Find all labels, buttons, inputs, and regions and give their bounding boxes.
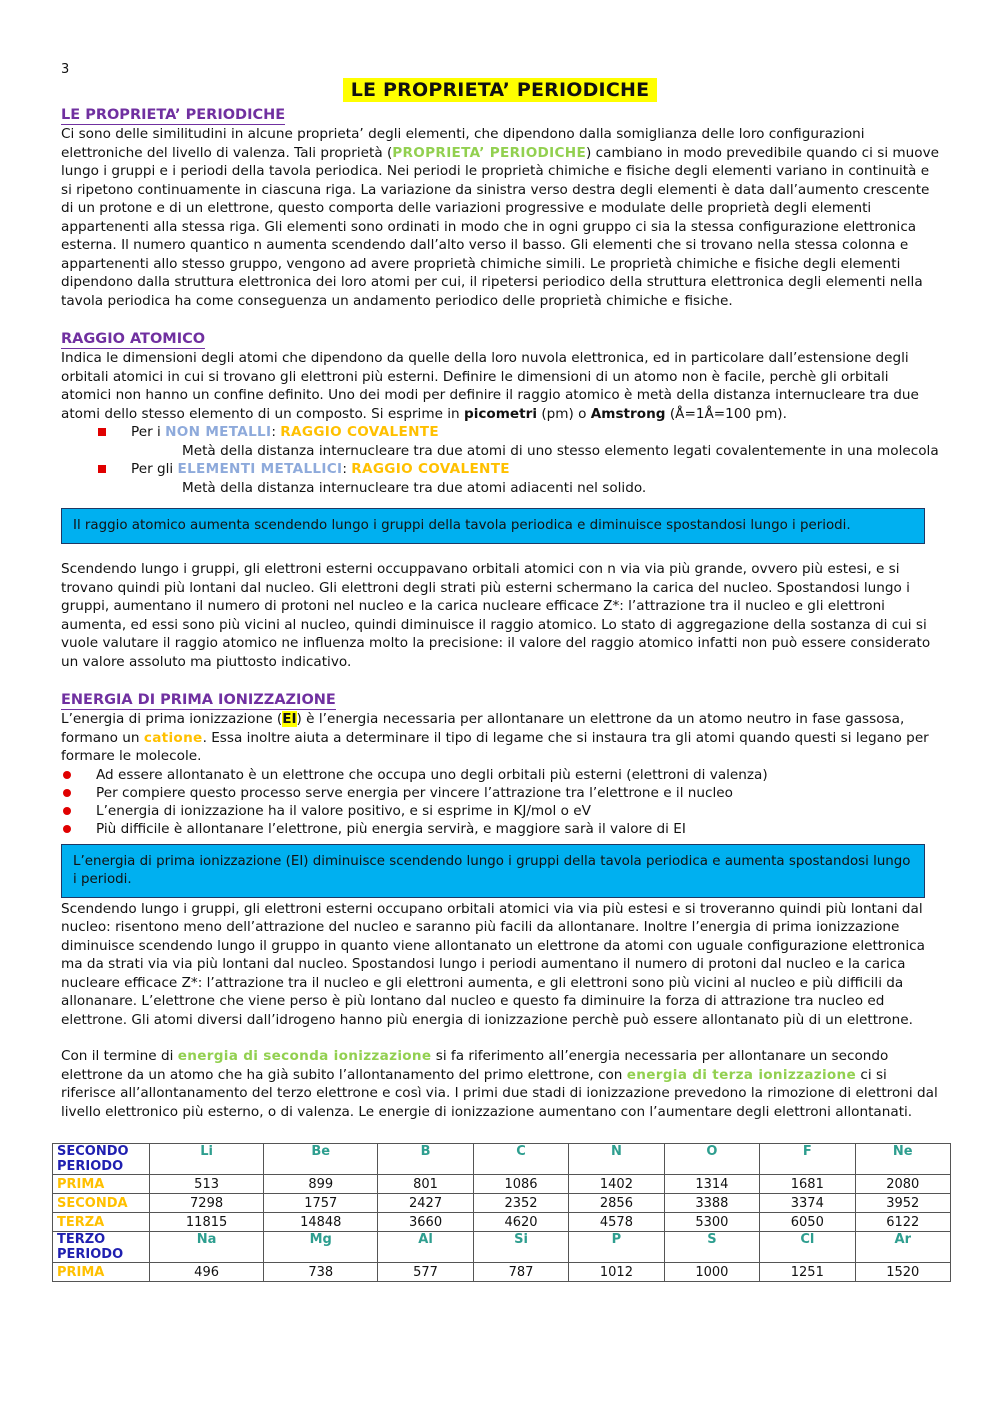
energy-value-cell: 899 <box>264 1175 378 1194</box>
energy-value-cell: 1251 <box>760 1263 855 1282</box>
highlight-ei: EI <box>282 711 297 727</box>
heading-periodiche: LE PROPRIETA’ PERIODICHE <box>61 107 286 123</box>
element-symbol-cell: Al <box>378 1232 473 1263</box>
title-wrap <box>61 78 939 102</box>
term-amstrong: Amstrong <box>590 405 666 422</box>
table-row <box>53 1263 951 1282</box>
text-fragment: : <box>271 424 281 440</box>
highlight-seconda-ionizzazione: energia di seconda ionizzazione <box>177 1048 432 1064</box>
energy-value-cell: 14848 <box>264 1213 378 1232</box>
section-periodiche <box>61 104 939 310</box>
energy-value-cell: 1520 <box>855 1263 950 1282</box>
paragraph-raggio-2: Scendendo lungo i gruppi, gli elettroni esterni occuppavano orbitali atomici con n via via più grande, ovvero più estesi, e si trovano quindi più lontani dal nucleo. Gli elettroni degli strati più esterni schermano la carica del nucleo. Spostandosi lungo i gruppi, aumentano il numero di protoni nel nucleo e la carica nucleare efficace Z*: l’attrazione tra il nucleo e gli elettroni aumenta, ed essi sono più vicini al nucleo, quindi diminuisce il raggio atomico. Lo stato di aggregazione della sostanza di cui si vuole valutare il raggio atomico ne influenza molto la precisione: il valore del raggio atomico infatti non può essere considerato un valore assoluto ma piuttosto indicativo. <box>61 561 931 670</box>
element-symbol-cell: Si <box>473 1232 568 1263</box>
energy-value-cell: 2856 <box>569 1194 664 1213</box>
text-fragment: Per gli <box>131 461 178 477</box>
row-label: SECONDO PERIODO <box>53 1144 150 1175</box>
energy-value-cell: 2427 <box>378 1194 473 1213</box>
spacer <box>61 544 939 560</box>
list-item-description: Metà della distanza internucleare tra due atomi di uno stesso elemento legati covalentemente in una molecola <box>182 442 939 459</box>
table-row <box>53 1194 951 1213</box>
energy-value-cell: 801 <box>378 1175 473 1194</box>
energy-value-cell: 787 <box>473 1263 568 1282</box>
energy-value-cell: 513 <box>150 1175 264 1194</box>
highlight-terza-ionizzazione: energia di terza ionizzazione <box>626 1066 857 1083</box>
row-label: TERZA <box>53 1213 150 1232</box>
text-fragment: : <box>342 461 352 477</box>
list-item-description: Metà della distanza internucleare tra due atomi adiacenti nel solido. <box>182 479 647 496</box>
energy-value-cell: 577 <box>378 1263 473 1282</box>
paragraph-energia <box>61 710 939 766</box>
element-symbol-cell: F <box>760 1144 855 1175</box>
text-fragment: Per i <box>131 424 166 440</box>
highlight-proprieta-periodiche: PROPRIETA’ PERIODICHE <box>392 144 587 161</box>
energy-value-cell: 3660 <box>378 1213 473 1232</box>
energy-value-cell: 6050 <box>760 1213 855 1232</box>
list-item: Ad essere allontanato è un elettrone che occupa uno degli orbitali più esterni (elettroni di valenza) <box>61 766 939 784</box>
energy-value-cell: 1681 <box>760 1175 855 1194</box>
energy-value-cell: 5300 <box>664 1213 759 1232</box>
section-raggio <box>61 328 939 671</box>
highlight-non-metalli: NON METALLI <box>165 424 272 440</box>
paragraph-periodiche <box>61 125 939 310</box>
list-item-metallici <box>61 460 939 479</box>
raggio-list <box>61 423 939 442</box>
page-number: 3 <box>61 62 70 77</box>
element-symbol-cell: Be <box>264 1144 378 1175</box>
section-energia <box>61 689 939 1121</box>
callout-box-energia: L’energia di prima ionizzazione (EI) diminuisce scendendo lungo i gruppi della tavola periodica e aumenta spostandosi lungo i periodi. <box>61 844 925 898</box>
text-fragment: Con il termine di <box>61 1048 178 1064</box>
heading-raggio: RAGGIO ATOMICO <box>61 331 206 347</box>
row-label: TERZO PERIODO <box>53 1232 150 1263</box>
energy-value-cell: 496 <box>150 1263 264 1282</box>
table-row <box>53 1175 951 1194</box>
list-item: Più difficile è allontanare l’elettrone, più energia servirà, e maggiore sarà il valore di EI <box>61 820 939 838</box>
list-item: L’energia di ionizzazione ha il valore positivo, e si esprime in KJ/mol o eV <box>61 802 939 820</box>
highlight-raggio-covalente: RAGGIO COVALENTE <box>351 461 510 477</box>
text-fragment: . Essa inoltre aiuta a determinare il tipo di legame che si instaura tra gli atomi quando questi si legano per formare le molecole. <box>61 729 929 764</box>
text-fragment: (pm) o <box>537 405 591 422</box>
energy-value-cell: 1402 <box>569 1175 664 1194</box>
energy-value-cell: 4578 <box>569 1213 664 1232</box>
energy-value-cell: 4620 <box>473 1213 568 1232</box>
text-fragment: ci si riferisce all’allontanamento del terzo elettrone e così via. I primi due stadi di ionizzazione prevedono la rimozione di elettroni dal livello elettronico più esterno, o di valenza. Le energie di ionizzazione aumentano con l’aumentare degli elettroni allontanati. <box>61 1066 938 1120</box>
energy-value-cell: 7298 <box>150 1194 264 1213</box>
text-fragment: Ci sono delle similitudini in alcune proprieta’ degli elementi, che dipendono dalla somiglianza delle loro configurazioni elettroniche del livello di valenza. Tali proprietà ( <box>61 126 865 161</box>
table-row <box>53 1144 951 1175</box>
element-symbol-cell: P <box>569 1232 664 1263</box>
spacer <box>61 497 939 508</box>
table-row <box>53 1213 951 1232</box>
term-picometri: picometri <box>463 405 538 422</box>
text-fragment: si fa riferimento all’energia necessaria per allontanare un secondo elettrone da un atomo che ha già subito l’allontanamento del primo elettrone, con <box>61 1048 889 1083</box>
energy-value-cell: 2080 <box>855 1175 950 1194</box>
paragraph-energia-3 <box>61 1047 939 1121</box>
row-label: SECONDA <box>53 1194 150 1213</box>
energy-value-cell: 3374 <box>760 1194 855 1213</box>
list-item-non-metalli <box>61 423 939 442</box>
energy-value-cell: 1012 <box>569 1263 664 1282</box>
energy-value-cell: 738 <box>264 1263 378 1282</box>
element-symbol-cell: Ne <box>855 1144 950 1175</box>
table-row <box>53 1232 951 1263</box>
list-item: Per compiere questo processo serve energia per vincere l’attrazione tra l’elettrone e il nucleo <box>61 784 939 802</box>
energy-value-cell: 1086 <box>473 1175 568 1194</box>
text-fragment: (Å=1Å=100 pm). <box>665 405 787 422</box>
energy-value-cell: 3388 <box>664 1194 759 1213</box>
energy-value-cell: 11815 <box>150 1213 264 1232</box>
highlight-raggio-covalente: RAGGIO COVALENTE <box>280 424 439 440</box>
heading-energia: ENERGIA DI PRIMA IONIZZAZIONE <box>61 692 336 708</box>
paragraph-raggio <box>61 349 939 423</box>
text-fragment: Indica le dimensioni degli atomi che dipendono da quelle della loro nuvola elettronica, ed in particolare dall’estensione degli orbitali atomici in cui si trovano gli elettroni più esterni. Definire le dimensioni di un atomo non è facile, perchè gli orbitali atomici non hanno un confine definito. Uno dei modi per definire il raggio atomico è metà della distanza internucleare tra due atomi dello stesso elemento di un composto. Si esprime in <box>61 350 919 422</box>
energy-value-cell: 1314 <box>664 1175 759 1194</box>
highlight-elementi-metallici: ELEMENTI METALLICI <box>177 461 343 477</box>
energy-value-cell: 1757 <box>264 1194 378 1213</box>
energy-value-cell: 6122 <box>855 1213 950 1232</box>
text-fragment: L’energia di prima ionizzazione ( <box>61 711 283 727</box>
paragraph-energia-2: Scendendo lungo i gruppi, gli elettroni esterni occupano orbitali atomici via via più estesi e si troveranno quindi più lontani dal nucleo: risentono meno dell’attrazione del nucleo e saranno più facili da allontanare. Inoltre l’energia di prima ionizzazione diminuisce scendendo lungo il gruppo in quanto viene allontanato un elettrone da atomi con uguale configurazione elettronica ma da strati via via più lontani dal nucleo. Spostandosi lungo i periodi aumentano il numero di protoni dal nucleo e la carica nucleare efficace Z*: l’attrazione tra il nucleo e gli elettroni aumenta, e gli elettroni sono più vicini al nucleo e più difficili da allonanare. L’elettrone che viene perso è più lontano dal nucleo e questo fa diminuire la forza di attrazione tra nucleo ed elettrone. Gli atomi diversi dall’idrogeno hanno più energia di ionizzazione perchè può essere allontanato più di un elettrone. <box>61 900 925 1028</box>
spacer <box>61 310 939 328</box>
text-fragment: ) è l’energia necessaria per allontanare un elettrone da un atomo neutro in fase gassosa, formano un <box>61 711 905 746</box>
element-symbol-cell: Mg <box>264 1232 378 1263</box>
document-page <box>57 60 939 1282</box>
element-symbol-cell: Cl <box>760 1232 855 1263</box>
spacer <box>61 671 939 689</box>
row-label: PRIMA <box>53 1263 150 1282</box>
energy-value-cell: 1000 <box>664 1263 759 1282</box>
element-symbol-cell: O <box>664 1144 759 1175</box>
energy-value-cell: 3952 <box>855 1194 950 1213</box>
callout-box-raggio: Il raggio atomico aumenta scendendo lungo i gruppi della tavola periodica e diminuisce spostandosi lungo i periodi. <box>61 508 925 544</box>
row-label: PRIMA <box>53 1175 150 1194</box>
highlight-catione: catione <box>143 729 203 746</box>
element-symbol-cell: C <box>473 1144 568 1175</box>
element-symbol-cell: N <box>569 1144 664 1175</box>
element-symbol-cell: Ar <box>855 1232 950 1263</box>
text-fragment: ) cambiano in modo prevedibile quando ci si muove lungo i gruppi e i periodi della tavola periodica. Nei periodi le proprietà chimiche e fisiche degli elementi variano in continuità e si ripetono continuamente in ciascuna riga. La variazione da sinistra verso destra degli elementi è data dall’aumento crescente di un protone e di un elettrone, questo comporta delle variazioni progressive e modulate delle proprietà degli elementi appartenenti alla stessa riga. Gli elementi sono ordinati in modo che in ogni gruppo ci sia la stessa configurazione elettronica esterna. Il numero quantico n aumenta scendendo dall’alto verso il basso. Gli elementi che si trovano nella stessa colonna e appartenenti allo stesso gruppo, vengono ad avere proprietà chimiche simili. Le proprietà chimiche e fisiche degli elementi dipendono dalla struttura elettronica dei loro atomi per cui, il ripetersi periodico della struttura elettronica degli elementi nella tavola periodica ha come conseguenza un andamento periodico delle proprietà chimiche e fisiche. <box>61 144 939 309</box>
energia-bullets <box>61 766 939 838</box>
element-symbol-cell: B <box>378 1144 473 1175</box>
element-symbol-cell: S <box>664 1232 759 1263</box>
element-symbol-cell: Na <box>150 1232 264 1263</box>
element-symbol-cell: Li <box>150 1144 264 1175</box>
energy-value-cell: 2352 <box>473 1194 568 1213</box>
raggio-list-2 <box>61 460 939 479</box>
table-body <box>53 1144 951 1282</box>
ionization-table <box>52 1143 951 1282</box>
page-title: LE PROPRIETA’ PERIODICHE <box>343 78 658 102</box>
spacer <box>61 1029 939 1047</box>
